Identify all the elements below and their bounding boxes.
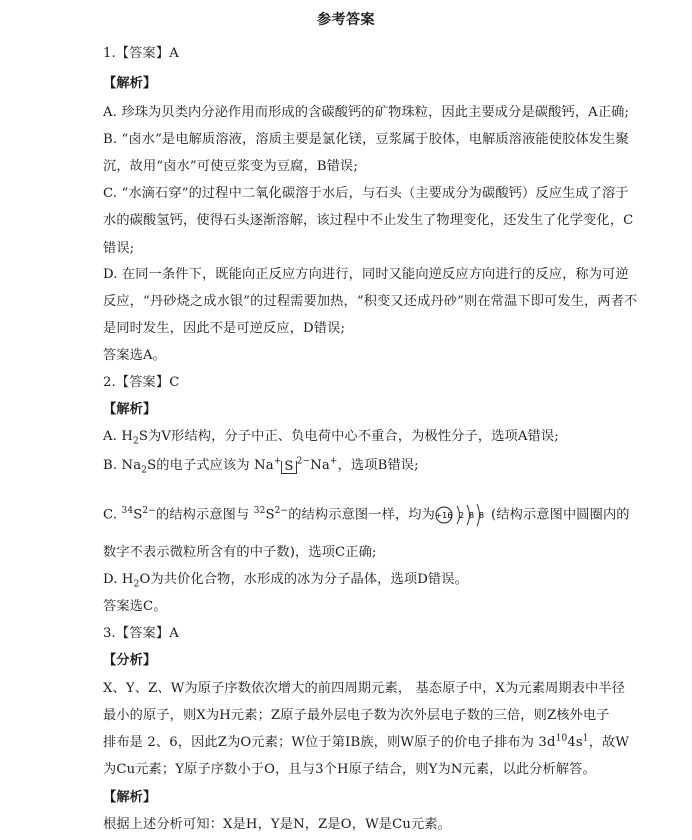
q2-b-subscript: 2 [141,465,148,476]
q1-option-d-line3: 是同时发生，因此不是可逆反应，D错误; [103,321,346,336]
q2-b-text: S的电子式应该为 Na [147,458,274,473]
q1-option-b-line1: B. “卤水”是电解质溶液，溶质主要是氯化镁，豆浆属于胶体，电解质溶液能使胶体发生聚 [103,132,629,147]
q2-c-prefix: C. [103,507,122,523]
q2-c-s2: S [265,507,275,523]
q2-b-s-charge: 2− [296,456,311,467]
q3-p3-text1: 排布是 2、6，因此Z为O元素；W位于第IB族，则W原子的价电子排布为 3d [103,735,556,750]
q1-option-c-line2: 水的碳酸氢钙，使得石头逐渐溶解，该过程中不止发生了物理变化，还发生了化学变化，C [103,213,634,228]
q1-option-d-line2: 反应，“丹砂烧之成水银”的过程需要加热，“积变又还成丹砂”则在常温下即可发生，两者不 [103,294,638,309]
q2-b-tail: ，选项B错误; [337,458,419,473]
q2-option-c-line2: 数字不表示微粒所含有的中子数)，选项C正确; [103,545,377,560]
q3-analysis-label: 【解析】 [103,790,157,805]
q3-p3-sup-10: 10 [555,733,568,744]
q2-d-subscript: 2 [133,579,140,590]
q2-b-na-charge-1: + [273,456,282,467]
electron-dot-bracket [281,461,296,474]
q3-p3-sup-1: 1 [582,733,589,744]
q3-analysis-line4: 为Cu元素；Y原子序数小于O，且与3个H原子结合，则Y为N元素，以此分析解答。 [103,762,596,777]
q2-c-text1: 的结构示意图与 [156,507,254,523]
q1-option-a: A. 珍珠为贝类内分泌作用而形成的含碳酸钙的矿物珠粒，因此主要成分是碳酸钙，A正确; [103,105,630,120]
q2-c-text3: (结构示意图中圆圈内的 [490,507,630,523]
q2-option-a [103,428,589,446]
q3-answer-heading: 3.【答案】A [103,626,179,641]
q2-a-subscript: 2 [133,436,139,447]
q2-c-charge1: 2− [142,506,156,517]
q1-conclusion: 答案选A。 [103,348,167,363]
nucleus-charge: +16 [435,511,453,520]
q2-d-text: O为共价化合物，水形成的冰为分子晶体，选项D错误。 [139,572,468,587]
q1-option-b-line2: 沉，故用“卤水”可使豆浆变为豆腐，B错误; [103,159,358,174]
q3-analysis-line3 [103,733,630,752]
q2-c-s1: S [133,507,143,523]
q2-c-charge2: 2− [274,506,289,517]
q2-answer-heading: 2.【答案】C [103,375,180,390]
q2-c-mass-34: 34 [121,506,134,517]
q1-option-c-line1: C. “水滴石穿”的过程中二氧化碳溶于水后，与石头（主要成分为碳酸钙）反应生成了溶于 [103,186,629,201]
q2-c-mass-32: 32 [253,506,266,517]
q3-analysis-line2: 最小的原子，则X为H元素；Z原子最外层电子数为次外层电子数的三倍，则Z核外电子 [103,708,610,723]
q2-b-na-charge-2: + [329,456,338,467]
q1-analysis-label: 【解析】 [103,76,157,91]
q2-b-na: Na [310,458,330,473]
q2-option-d [103,571,589,589]
q3-analysis-line1: X、Y、Z、W为原子序数依次增大的前四周期元素， 基态原子中，X为元素周期表中半径 [103,681,626,696]
shell-electrons-2: 8 [468,511,475,520]
q2-a-text: S为V形结构，分子中正、负电荷中心不重合，为极性分子，选项A错误; [138,429,559,444]
q2-b-prefix: B. Na [103,458,142,473]
q2-d-prefix: D. H [103,572,134,587]
shell-electrons-1: 2 [458,511,465,520]
q1-answer-heading: 1.【答案】A [103,46,179,61]
q2-option-b [103,457,589,475]
q2-c-text2: 的结构示意图一样，均为 [288,507,435,523]
q3-conclusion-line: 根据上述分析可知：X是H，Y是N，Z是O，W是Cu元素。 [103,817,452,832]
electron-dot-sulfur: S [284,459,294,474]
page-title: 参考答案 [317,12,375,28]
q2-conclusion: 答案选C。 [103,599,167,614]
q3-p3-text2: ，故W [588,735,630,750]
q2-a-prefix: A. H [103,429,134,444]
q2-analysis-label: 【解析】 [103,402,157,417]
sulfide-ion-structure-diagram [435,503,491,527]
q3-fenxi-label: 【分析】 [103,653,157,668]
shell-electrons-3: 8 [478,511,485,520]
q1-option-c-line3: 错误; [103,241,135,256]
q2-option-c-line1 [103,503,630,527]
q1-option-d-line1: D. 在同一条件下，既能向正反应方向进行，同时又能向逆反应方向进行的反应，称为可逆 [103,267,629,282]
q3-p3-4s: 4s [567,735,583,750]
